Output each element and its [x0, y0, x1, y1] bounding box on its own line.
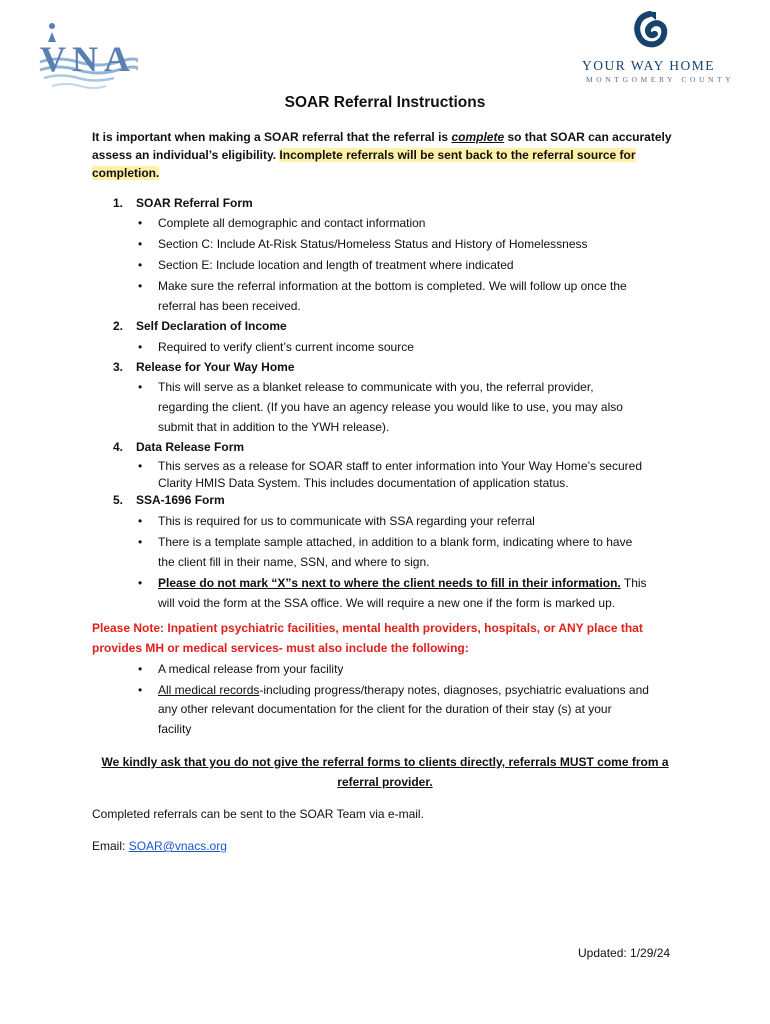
- section-title: Data Release Form: [136, 440, 245, 454]
- house-swirl-icon: [630, 10, 670, 52]
- email-label: Email:: [92, 839, 129, 853]
- vna-logo-text: VNA: [40, 39, 136, 79]
- bullet-icon: •: [138, 279, 143, 293]
- note-line-2: provides MH or medical services- must also include the following:: [92, 641, 469, 655]
- list-item-continued: facility: [158, 722, 192, 736]
- section-number: 2.: [113, 319, 124, 333]
- ywh-logo-name: YOUR WAY HOME: [582, 58, 716, 73]
- list-item-continued: submit that in addition to the YWH release).: [158, 420, 390, 434]
- bullet-icon: •: [138, 514, 143, 528]
- warning-text: Please do not mark “X”s next to where the client needs to fill in their information.: [158, 576, 621, 590]
- updated-date: Updated: 1/29/24: [578, 946, 671, 960]
- intro-text-end: so that SOAR can accurately: [504, 130, 672, 144]
- list-item: This serves as a release for SOAR staff to enter information into Your Way Home’s secured: [158, 459, 643, 473]
- bullet-icon: •: [138, 459, 143, 473]
- request-line-2: referral provider.: [337, 775, 433, 789]
- section-title: SOAR Referral Form: [136, 196, 253, 210]
- section-title: SSA-1696 Form: [136, 493, 225, 507]
- intro-line-1: [92, 128, 672, 146]
- section-number: 5.: [113, 493, 124, 507]
- section-title: Release for Your Way Home: [136, 360, 295, 374]
- warning-tail: This: [620, 576, 647, 590]
- list-item-continued: the client fill in their name, SSN, and where to sign.: [158, 555, 430, 569]
- bullet-icon: •: [138, 535, 143, 549]
- page-title: SOAR Referral Instructions: [284, 94, 486, 111]
- medical-records-detail: -including progress/therapy notes, diagnoses, psychiatric evaluations and: [259, 683, 649, 697]
- list-item: This is required for us to communicate with SSA regarding your referral: [158, 514, 535, 528]
- list-item-continued: Clarity HMIS Data System. This includes documentation of application status.: [158, 476, 569, 490]
- note-line-1: Please Note: Inpatient psychiatric facilities, mental health providers, hospitals, or ANY place that: [92, 621, 643, 635]
- vna-logo: [38, 18, 138, 96]
- list-item: A medical release from your facility: [158, 662, 344, 676]
- completed-text: Completed referrals can be sent to the SOAR Team via e-mail.: [92, 807, 424, 821]
- ywh-logo-subtitle: MONTGOMERY COUNTY: [586, 75, 735, 84]
- list-item: There is a template sample attached, in addition to a blank form, indicating where to have: [158, 535, 633, 549]
- list-item: Make sure the referral information at the bottom is completed. We will follow up once the: [158, 279, 627, 293]
- intro-text: It is important when making a SOAR referral that the referral is: [92, 130, 452, 144]
- bullet-icon: •: [138, 380, 143, 394]
- bullet-icon: •: [138, 683, 143, 697]
- bullet-icon: •: [138, 258, 143, 272]
- section-number: 4.: [113, 440, 124, 454]
- list-item: [158, 681, 649, 699]
- bullet-icon: •: [138, 340, 143, 354]
- intro-highlight: Incomplete referrals will be sent back to the referral source for: [279, 148, 636, 162]
- list-item-continued: referral has been received.: [158, 299, 301, 313]
- medical-records-text: All medical records: [158, 683, 260, 697]
- email-link[interactable]: SOAR@vnacs.org: [128, 839, 227, 853]
- section-number: 1.: [113, 196, 124, 210]
- section-number: 3.: [113, 360, 124, 374]
- bullet-icon: •: [138, 237, 143, 251]
- intro-text-2: assess an individual’s eligibility.: [92, 148, 277, 162]
- email-line: [92, 837, 227, 855]
- list-item-continued: will void the form at the SSA office. We will require a new one if the form is marked up.: [158, 596, 616, 610]
- list-item: Complete all demographic and contact information: [158, 216, 426, 230]
- intro-highlight-2: completion.: [92, 166, 160, 180]
- intro-emphasis: complete: [451, 130, 505, 144]
- list-item: Section E: Include location and length of treatment where indicated: [158, 258, 514, 272]
- list-item: Required to verify client’s current income source: [158, 340, 414, 354]
- request-line-1: We kindly ask that you do not give the referral forms to clients directly, referrals MUST come from a: [101, 755, 669, 769]
- list-item: This will serve as a blanket release to communicate with you, the referral provider,: [158, 380, 594, 394]
- section-title: Self Declaration of Income: [136, 319, 287, 333]
- list-item: [158, 574, 647, 592]
- list-item-continued: any other relevant documentation for the client for the duration of their stay (s) at your: [158, 702, 612, 716]
- list-item: Section C: Include At-Risk Status/Homeless Status and History of Homelessness: [158, 237, 588, 251]
- list-item-continued: regarding the client. (If you have an agency release you would like to use, you may also: [158, 400, 623, 414]
- bullet-icon: •: [138, 662, 143, 676]
- intro-line-2: [92, 146, 636, 164]
- bullet-icon: •: [138, 216, 143, 230]
- bullet-icon: •: [138, 576, 143, 590]
- intro-line-3: [92, 164, 159, 182]
- your-way-home-logo: [580, 10, 740, 85]
